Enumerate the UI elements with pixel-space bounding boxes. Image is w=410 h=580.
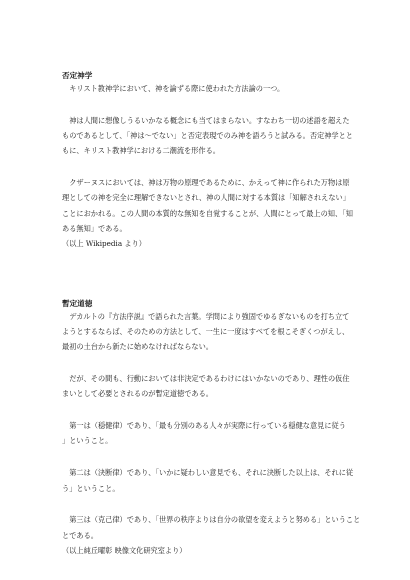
- section-provisional-morality: [62, 298, 361, 559]
- text-line: ことにおかれる。この人間の本質的な無知を自覚することが、人間にとって最上の知、「知: [62, 208, 353, 218]
- text-line: だが、その間も、行動においては非決定であるわけにはいかないのであり、理性の仮住: [62, 374, 350, 384]
- text-line: もに、キリスト教神学における二潮流を形作る。: [62, 146, 220, 156]
- text-line: 第三は（克己律）であり、「世界の秩序よりは自分の欲望を変えようと努める」ということ: [62, 515, 361, 525]
- document-body: [62, 70, 361, 558]
- text-line: 第一は（穏健律）であり、「最も分別のある人々が実際に行っている穏健な意見に従う: [62, 421, 346, 431]
- text-line: ものであるとして、「神は～でない」と否定表現でのみ神を語ろうと試みる。否定神学とと: [62, 131, 353, 141]
- paragraph: [62, 309, 354, 355]
- text-line: 理としての神を完全に理解できないとされ、神の人間に対する本質は「知解されえない」: [62, 193, 350, 203]
- section-negative-theology: [62, 70, 354, 252]
- paragraph: [62, 371, 354, 402]
- text-line: 」ということ。: [62, 436, 113, 446]
- paragraph: [62, 81, 354, 96]
- section-heading: 暫定道徳: [62, 298, 93, 308]
- text-line: ようとするならば、そのための方法として、一生に一度はすべてを根こそぎくつがえし、: [62, 326, 350, 336]
- text-line: 最初の土台から新たに始めなければならない。: [62, 342, 213, 352]
- text-line: 第二は（決断律）であり、「いかに疑わしい意見でも、それに決断した以上は、それに従: [62, 468, 354, 478]
- paragraph: [62, 512, 361, 558]
- section-heading: 否定神学: [62, 71, 93, 80]
- text-line: 神は人間に想像しうるいかなる概念にも当てはまらない。すなわち一切の述語を超えた: [62, 115, 350, 125]
- paragraph: [62, 418, 354, 449]
- text-line: （以上純丘曜彰 映像文化研究室より）: [62, 545, 187, 555]
- text-line: キリスト教神学において、神を論ずる際に使われた方法論の一つ。: [62, 84, 285, 93]
- text-line: クザーヌスにおいては、神は万物の原理であるために、かえって神に作られた万物は原: [62, 178, 350, 188]
- text-line: デカルトの『方法序説』で語られた言葉。学問により強固でゆるぎないものを打ち立て: [62, 311, 350, 321]
- text-line: ある無知」である。: [62, 224, 127, 234]
- paragraph: [62, 113, 354, 159]
- text-line: う」ということ。: [62, 483, 120, 493]
- text-line: （以上 Wikipedia より）: [62, 239, 146, 249]
- paragraph: [62, 465, 354, 496]
- paragraph: [62, 175, 354, 251]
- text-line: まいとして必要とされるのが暫定道徳である。: [62, 389, 213, 399]
- text-line: とである。: [62, 530, 98, 540]
